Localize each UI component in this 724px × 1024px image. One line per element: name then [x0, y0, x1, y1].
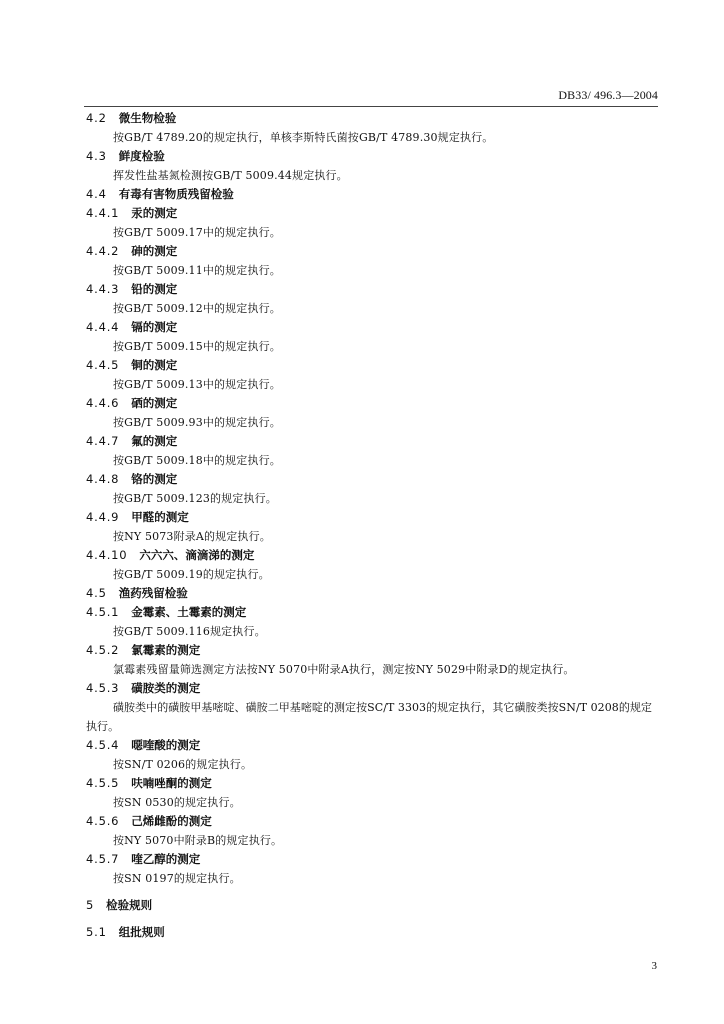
clause-text: 氯霉素残留量筛选测定方法按NY 5070中附录A执行，测定按NY 5029中附录D的规定执行。 — [113, 663, 575, 676]
clause-text: 按SN/T 0206的规定执行。 — [113, 758, 253, 771]
clause-heading — [86, 603, 660, 622]
clause-title: 甲醛的测定 — [131, 510, 189, 524]
clause-heading — [86, 679, 660, 698]
clause-text: 按GB/T 5009.19的规定执行。 — [113, 568, 270, 581]
clause-number: 4.4 — [86, 187, 107, 201]
clause-number: 4.5.7 — [86, 852, 120, 866]
clause-text: 按GB/T 5009.12中的规定执行。 — [113, 302, 281, 315]
clause-number: 4.5.5 — [86, 776, 120, 790]
clause-heading — [86, 185, 660, 204]
clause-heading — [86, 109, 660, 128]
clause-title: 呋喃唑酮的测定 — [131, 776, 212, 790]
section-spacer — [86, 888, 660, 896]
page-number: 3 — [651, 960, 657, 972]
clause-number: 4.5 — [86, 586, 107, 600]
clause-title: 喹乙醇的测定 — [131, 852, 201, 866]
clause-number: 4.5.3 — [86, 681, 120, 695]
clause-title: 铅的测定 — [131, 282, 178, 296]
clause-text: 按GB/T 4789.20的规定执行，单核李斯特氏菌按GB/T 4789.30规定执行。 — [113, 131, 494, 144]
clause-text: 按SN 0530的规定执行。 — [113, 796, 241, 809]
clause-heading — [86, 432, 660, 451]
clause-number: 4.4.3 — [86, 282, 120, 296]
clause-number: 5.1 — [86, 925, 107, 939]
clause-title: 磺胺类的测定 — [131, 681, 201, 695]
clause-title: 氟的测定 — [131, 434, 178, 448]
clause-text: 按GB/T 5009.18中的规定执行。 — [113, 454, 281, 467]
clause-number: 4.4.1 — [86, 206, 120, 220]
clause-text: 按GB/T 5009.17中的规定执行。 — [113, 226, 281, 239]
clause-heading — [86, 641, 660, 660]
clause-text: 挥发性盐基氮检测按GB/T 5009.44规定执行。 — [113, 169, 348, 182]
clause-heading — [86, 546, 660, 565]
clause-title: 有毒有害物质残留检验 — [118, 187, 234, 201]
clause-number: 4.5.2 — [86, 643, 120, 657]
clause-heading — [86, 584, 660, 603]
clause-number: 4.4.9 — [86, 510, 120, 524]
clause-text: 按GB/T 5009.15中的规定执行。 — [113, 340, 281, 353]
document-id-header: DB33/ 496.3—2004 — [558, 88, 658, 102]
clause-number: 4.4.6 — [86, 396, 120, 410]
clause-heading — [86, 356, 660, 375]
clause-heading — [86, 850, 660, 869]
clause-heading — [86, 394, 660, 413]
clause-number: 4.5.4 — [86, 738, 120, 752]
header-rule — [84, 106, 658, 107]
document-body — [86, 109, 660, 942]
clause-heading — [86, 736, 660, 755]
clause-text: 磺胺类中的磺胺甲基嘧啶、磺胺二甲基嘧啶的测定按SC/T 3303的规定执行，其它磺胺类按SN/T 0208的规定执行。 — [86, 701, 652, 733]
clause-number: 4.4.2 — [86, 244, 120, 258]
clause-title: 鲜度检验 — [118, 149, 165, 163]
clause-title: 硒的测定 — [131, 396, 178, 410]
clause-title: 噁喹酸的测定 — [131, 738, 201, 752]
clause-title: 氯霉素的测定 — [131, 643, 201, 657]
clause-number: 4.5.1 — [86, 605, 120, 619]
clause-heading — [86, 470, 660, 489]
clause-number: 4.4.8 — [86, 472, 120, 486]
clause-heading — [86, 318, 660, 337]
clause-text: 按GB/T 5009.13中的规定执行。 — [113, 378, 281, 391]
clause-heading — [86, 204, 660, 223]
clause-number: 4.4.7 — [86, 434, 120, 448]
clause-number: 4.4.10 — [86, 548, 128, 562]
clause-text: 按GB/T 5009.11中的规定执行。 — [113, 264, 281, 277]
clause-number: 4.5.6 — [86, 814, 120, 828]
clause-number: 5 — [86, 898, 95, 912]
clause-title: 金霉素、土霉素的测定 — [131, 605, 247, 619]
clause-title: 汞的测定 — [131, 206, 178, 220]
clause-heading — [86, 147, 660, 166]
clause-text: 按GB/T 5009.93中的规定执行。 — [113, 416, 281, 429]
clause-heading — [86, 508, 660, 527]
section-spacer — [86, 915, 660, 923]
clause-number: 4.4.4 — [86, 320, 120, 334]
clause-title: 微生物检验 — [118, 111, 177, 125]
clause-heading — [86, 242, 660, 261]
clause-text: 按GB/T 5009.116规定执行。 — [113, 625, 266, 638]
clause-number: 4.3 — [86, 149, 107, 163]
clause-title: 己烯雌酚的测定 — [131, 814, 212, 828]
clause-heading — [86, 812, 660, 831]
clause-heading — [86, 923, 660, 942]
clause-title: 砷的测定 — [131, 244, 178, 258]
clause-text: 按NY 5073附录A的规定执行。 — [113, 530, 271, 543]
clause-number: 4.4.5 — [86, 358, 120, 372]
clause-title: 铜的测定 — [131, 358, 178, 372]
clause-heading — [86, 896, 660, 915]
clause-title: 渔药残留检验 — [118, 586, 188, 600]
clause-title: 六六六、滴滴涕的测定 — [139, 548, 255, 562]
clause-text: 按GB/T 5009.123的规定执行。 — [113, 492, 277, 505]
clause-number: 4.2 — [86, 111, 107, 125]
clause-title: 检验规则 — [106, 898, 153, 912]
clause-title: 镉的测定 — [131, 320, 178, 334]
clause-heading — [86, 280, 660, 299]
clause-heading — [86, 774, 660, 793]
clause-title: 铬的测定 — [131, 472, 178, 486]
clause-title: 组批规则 — [118, 925, 165, 939]
clause-text: 按NY 5070中附录B的规定执行。 — [113, 834, 283, 847]
clause-text: 按SN 0197的规定执行。 — [113, 872, 241, 885]
